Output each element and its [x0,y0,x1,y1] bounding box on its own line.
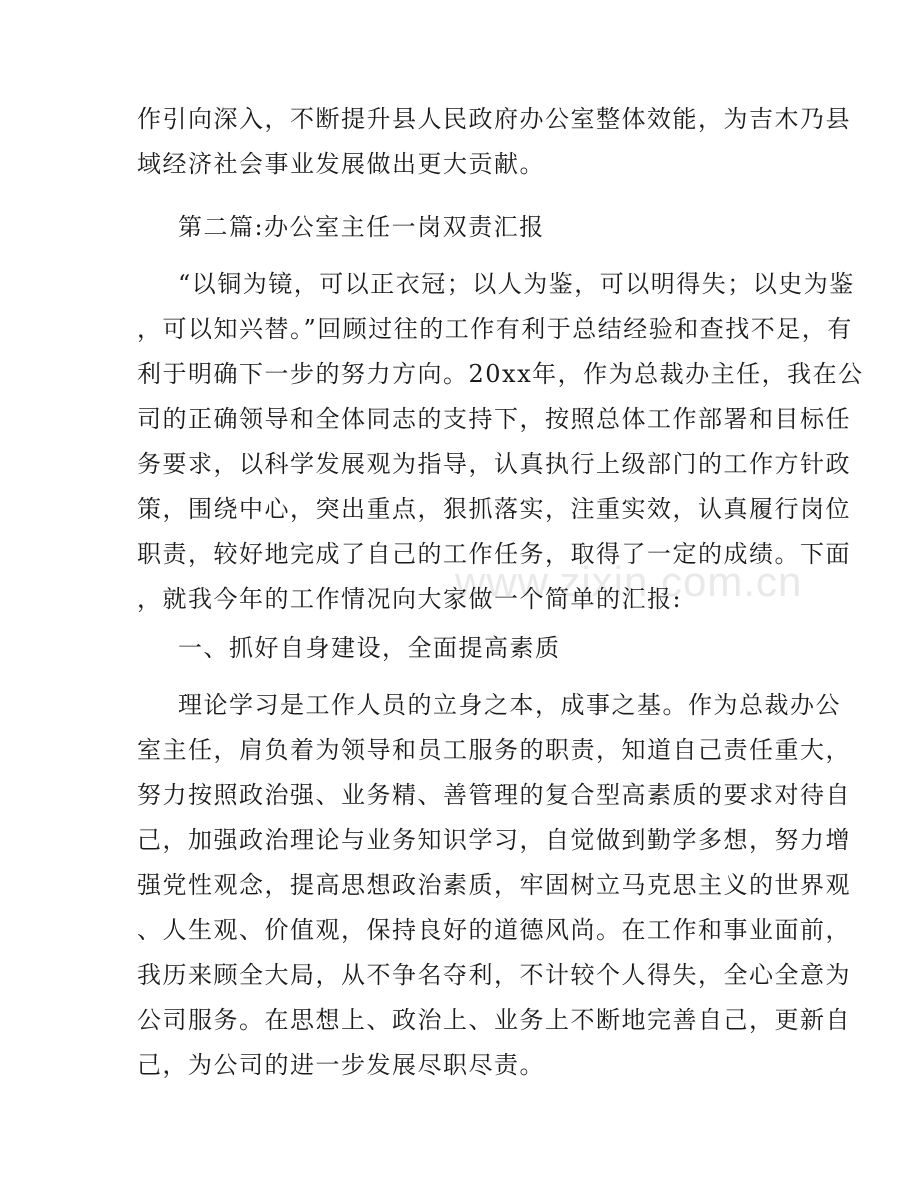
text-line-17: 我历来顾全大局，从不争名夺利，不计较个人得失，全心全意为 [137,961,851,989]
watermark: www.zixin.com.cn [455,558,803,605]
text-line-9: 职责，较好地完成了自己的工作任务，取得了一定的成绩。下面 [137,540,851,568]
text-line-2: 域经济社会事业发展做出更大贡献。 [137,150,545,178]
text-line-18: 公司服务。在思想上、政治上、业务上不断地完善自己，更新自 [137,1006,851,1034]
text-line-19: 己，为公司的进一步发展尽职尽责。 [137,1051,545,1079]
text-line-7: 务要求，以科学发展观为指导，认真执行上级部门的工作方针政 [137,450,851,478]
text-line-15: 强党性观念，提高思想政治素质，牢固树立马克思主义的世界观 [137,871,851,899]
text-line-13: 努力按照政治强、业务精、善管理的复合型高素质的要求对待自 [137,781,851,809]
text-line-14: 己，加强政治理论与业务知识学习，自觉做到勤学多想，努力增 [137,826,851,854]
text-line-11: 理论学习是工作人员的立身之本，成事之基。作为总裁办公 [178,691,841,719]
text-line-3: “以铜为镜，可以正衣冠；以人为鉴，可以明得失；以史为鉴 [178,270,855,298]
text-line-1: 作引向深入，不断提升县人民政府办公室整体效能，为吉木乃县 [137,105,851,133]
text-line-5: 利于明确下一步的努力方向。20xx年，作为总裁办主任，我在公 [137,360,864,388]
subsection-heading: 一、抓好自身建设，全面提高素质 [178,634,561,662]
text-line-10: ，就我今年的工作情况向大家做一个简单的汇报: [137,585,683,613]
text-line-4: ，可以知兴替。”回顾过往的工作有利于总结经验和查找不足，有 [137,315,853,343]
text-line-16: 、人生观、价值观，保持良好的道德风尚。在工作和事业面前， [137,916,851,944]
text-line-6: 司的正确领导和全体同志的支持下，按照总体工作部署和目标任 [137,405,851,433]
text-line-12: 室主任，肩负着为领导和员工服务的职责，知道自己责任重大， [137,736,851,764]
section-heading: 第二篇:办公室主任一岗双责汇报 [178,213,545,241]
text-line-8: 策，围绕中心，突出重点，狠抓落实，注重实效，认真履行岗位 [137,495,851,523]
